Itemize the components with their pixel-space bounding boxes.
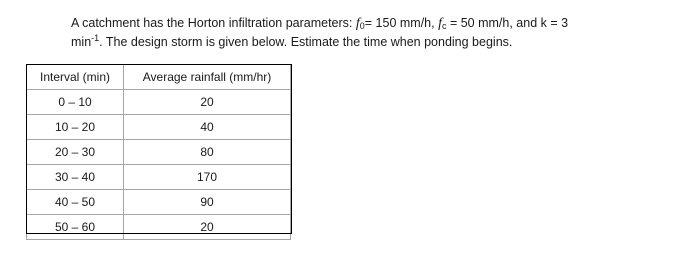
rainfall-cell: 170 xyxy=(124,165,291,190)
table-row xyxy=(27,215,291,240)
table-header-row xyxy=(27,65,291,90)
design-storm-table xyxy=(26,64,291,240)
interval-cell: 40 – 50 xyxy=(27,190,124,215)
problem-line-1 xyxy=(71,14,671,33)
table-row xyxy=(27,165,291,190)
problem-intro-text: A catchment has the Horton infiltration parameters: xyxy=(71,16,356,30)
f0-subscript: 0 xyxy=(359,21,365,31)
interval-cell: 30 – 40 xyxy=(27,165,124,190)
table-row xyxy=(27,90,291,115)
table-row xyxy=(27,115,291,140)
table-body xyxy=(27,90,291,240)
rainfall-cell: 90 xyxy=(124,190,291,215)
interval-cell: 50 – 60 xyxy=(27,215,124,240)
header-interval: Interval (min) xyxy=(27,65,124,90)
f0-value-text: = 150 mm/h, xyxy=(364,16,439,30)
header-average-rainfall: Average rainfall (mm/hr) xyxy=(124,65,291,90)
rainfall-cell: 20 xyxy=(124,215,291,240)
f0-symbol: f xyxy=(355,16,360,31)
rainfall-cell: 40 xyxy=(124,115,291,140)
k-unit-text: min xyxy=(71,35,92,49)
rainfall-cell: 80 xyxy=(124,140,291,165)
interval-cell: 0 – 10 xyxy=(27,90,124,115)
fc-value-text: = 50 mm/h, and k = 3 xyxy=(446,16,569,30)
rainfall-cell: 20 xyxy=(124,90,291,115)
table-row xyxy=(27,190,291,215)
problem-line-2 xyxy=(71,33,671,52)
table-row xyxy=(27,140,291,165)
problem-statement xyxy=(71,14,671,52)
interval-cell: 20 – 30 xyxy=(27,140,124,165)
k-unit-superscript: -1 xyxy=(91,33,100,43)
fc-symbol: f xyxy=(438,16,442,31)
fc-subscript: c xyxy=(441,21,447,31)
problem-question-text: . The design storm is given below. Estimate the time when ponding begins. xyxy=(99,35,513,49)
interval-cell: 10 – 20 xyxy=(27,115,124,140)
